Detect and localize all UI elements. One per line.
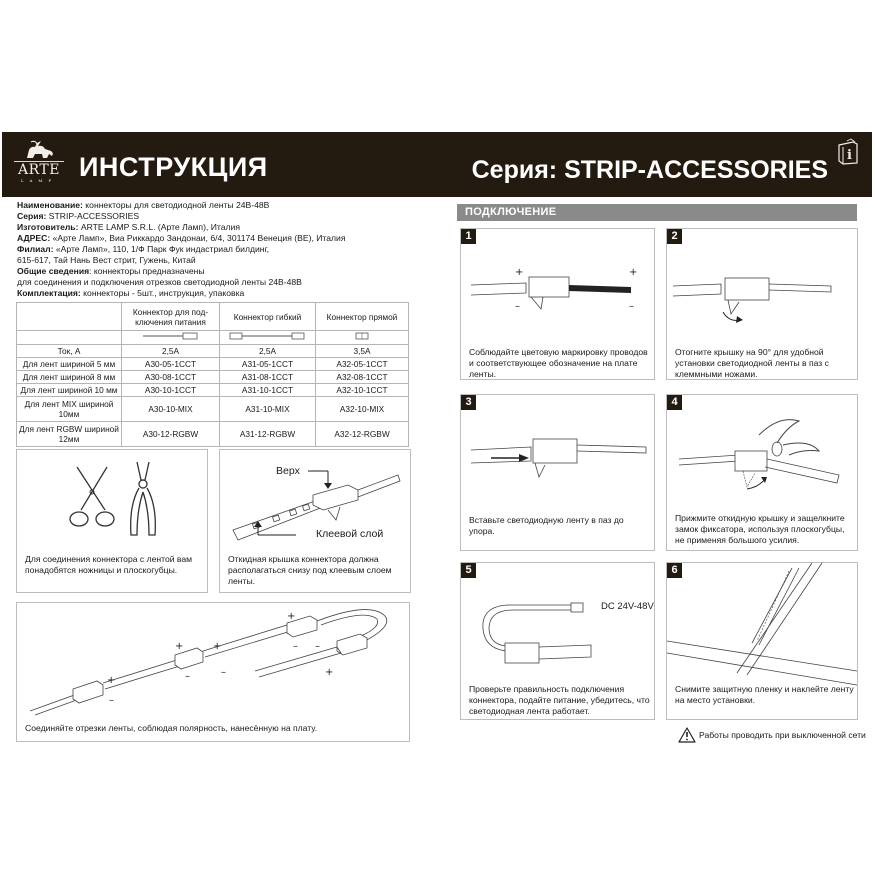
step-number: 6 bbox=[667, 563, 682, 578]
step-number: 5 bbox=[461, 563, 476, 578]
step-4-panel: 4 Прижмите откидную крышку и защелкните замок фиксатора, используя плоскогубцы, не применяя большого усилия. bbox=[666, 394, 858, 551]
warning-icon bbox=[678, 727, 696, 743]
pliers-icon bbox=[125, 460, 161, 540]
table-row: Для лент MIX шириной 10мм A30-10-MIX A31-10-MIX A32-10-MIX bbox=[17, 397, 409, 422]
instruction-book-icon bbox=[837, 139, 859, 165]
info-line: Изготовитель: ARTE LAMP S.R.L. (Арте Ламп), Италия bbox=[17, 222, 240, 232]
svg-text:–: – bbox=[515, 301, 520, 312]
tools-caption: Для соединения коннектора с лентой вам понадобятся ножницы и плоскогубцы. bbox=[25, 554, 193, 575]
flexible-connector-icon bbox=[228, 333, 308, 341]
info-line: АДРЕС: «Арте Ламп», Виа Риккардо Зандонаи, 6/4, 301174 Венеция (ВЕ), Италия bbox=[17, 233, 346, 243]
svg-text:+: + bbox=[107, 675, 116, 686]
info-line: 615-617, Тай Нань Вест стрит, Гужень, Китай bbox=[17, 255, 196, 265]
series-title: Серия: STRIP-ACCESSORIES bbox=[471, 156, 828, 184]
step-2-illustration bbox=[673, 274, 853, 329]
svg-text:–: – bbox=[293, 641, 298, 652]
column-header-power-connector: Коннектор для под-ключения питания bbox=[122, 303, 220, 331]
safety-warning bbox=[678, 727, 866, 743]
strip-chain-illustration bbox=[25, 611, 405, 711]
step-number: 1 bbox=[461, 229, 476, 244]
svg-text:+: + bbox=[213, 641, 222, 652]
straight-connector-icon bbox=[355, 333, 369, 341]
svg-text:+: + bbox=[175, 641, 184, 652]
step-1-illustration bbox=[471, 267, 651, 317]
orientation-caption: Откидная крышка коннектора должна располагаться снизу под клеевым слоем ленты. bbox=[228, 554, 392, 586]
svg-text:+: + bbox=[325, 667, 334, 678]
info-line: Комплектация: коннекторы - 5шт., инструкция, упаковка bbox=[17, 288, 245, 298]
info-line: Общие сведения: коннекторы предназначены bbox=[17, 266, 205, 276]
svg-text:+: + bbox=[629, 267, 638, 278]
step-2-panel: 2 Отогните крышку на 90° для удобной установки светодиодной ленты в паз с клеммными ножами. bbox=[666, 228, 858, 380]
step-3-panel: 3 Вставьте светодиодную ленту в паз до упора. bbox=[460, 394, 655, 551]
top-label: Верх bbox=[276, 465, 300, 477]
info-line: Филиал: «Арте Ламп», 110, 1/Ф Парк Фук индастриал билдинг, bbox=[17, 244, 270, 254]
polarity-panel bbox=[16, 602, 410, 742]
step-6-panel: 6 Снимите защитную пленку и наклейте ленту на место установки. bbox=[666, 562, 858, 720]
step-5-panel: 5 DC 24V-48V Проверьте правильность подключения коннектора, подайте питание, убедитесь, что светодиодная лента работает. bbox=[460, 562, 655, 720]
svg-text:–: – bbox=[185, 671, 190, 682]
scissors-icon bbox=[67, 462, 117, 532]
step-1-panel: 1 + – + – Соблюдайте цветовую маркировку проводов и соответствующее обозначение на плате ленты. bbox=[460, 228, 655, 380]
step-number: 2 bbox=[667, 229, 682, 244]
product-info bbox=[17, 200, 437, 299]
table-row: Для лент шириной 5 мм A30-05-1CCT A31-05-1CCT A32-05-1CCT bbox=[17, 358, 409, 371]
info-line: Серия: STRIP-ACCESSORIES bbox=[17, 211, 140, 221]
table-row: Для лент шириной 8 мм A30-08-1CCT A31-08-1CCT A32-08-1CCT bbox=[17, 371, 409, 384]
power-connector-icon bbox=[141, 333, 201, 341]
step-6-illustration bbox=[667, 563, 859, 678]
step-number: 4 bbox=[667, 395, 682, 410]
svg-text:i: i bbox=[847, 148, 852, 163]
warning-text: Работы проводить при выключенной сети bbox=[699, 730, 866, 740]
column-header-straight-connector: Коннектор прямой bbox=[316, 303, 409, 331]
table-row: Для лент шириной 10 мм A30-10-1CCT A31-10-1CCT A32-10-1CCT bbox=[17, 384, 409, 397]
adhesive-layer-label: Клеевой слой bbox=[316, 528, 384, 540]
page-title: ИНСТРУКЦИЯ bbox=[79, 152, 268, 182]
svg-text:–: – bbox=[315, 641, 320, 652]
step-3-illustration bbox=[471, 435, 651, 490]
info-line: для соединения и подключения отрезков светодиодной ленты 24В-48В bbox=[17, 277, 302, 287]
svg-text:+: + bbox=[515, 267, 524, 278]
table-row: Ток, А 2,5А 2,5А 3,5А bbox=[17, 345, 409, 358]
tools-panel bbox=[16, 449, 208, 593]
connector-spec-table bbox=[16, 302, 409, 447]
info-line: Наименование: коннекторы для светодиодной ленты 24В-48В bbox=[17, 200, 270, 210]
table-row: Для лент RGBW шириной 12мм A30-12-RGBW A31-12-RGBW A32-12-RGBW bbox=[17, 422, 409, 447]
svg-text:–: – bbox=[109, 695, 114, 706]
column-header-flexible-connector: Коннектор гибкий bbox=[220, 303, 316, 331]
connection-section-title: ПОДКЛЮЧЕНИЕ bbox=[457, 204, 857, 221]
svg-text:+: + bbox=[287, 611, 296, 622]
arte-lamp-logo: ARTE LAMP bbox=[14, 140, 64, 190]
orientation-panel bbox=[219, 449, 411, 593]
voltage-label: DC 24V-48V bbox=[601, 601, 654, 612]
polarity-caption: Соединяйте отрезки ленты, соблюдая полярность, нанесённую на плату. bbox=[25, 723, 318, 733]
step-number: 3 bbox=[461, 395, 476, 410]
step-5-illustration bbox=[471, 599, 601, 669]
winged-lion-icon bbox=[23, 140, 55, 160]
header-banner bbox=[2, 132, 872, 197]
svg-text:–: – bbox=[221, 667, 226, 678]
step-4-illustration bbox=[679, 415, 854, 495]
svg-text:–: – bbox=[629, 301, 634, 312]
